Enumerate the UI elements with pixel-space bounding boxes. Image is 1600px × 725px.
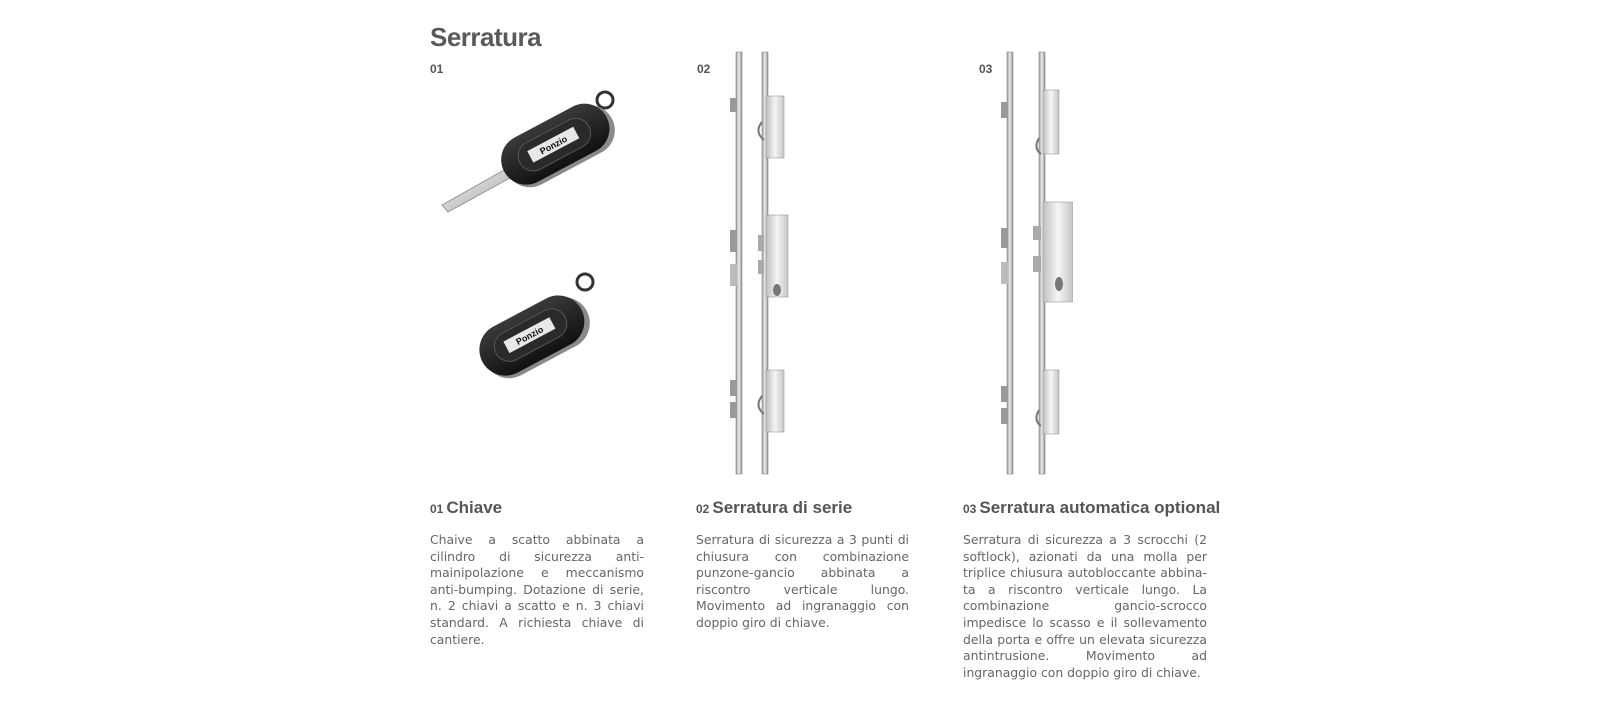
caption-key [430, 498, 502, 518]
description-automatic-lock: Serratura di sicurezza a 3 scrocchi (2 softlock), azionati da una molla per triplice chiusura autobloccante abbinata a riscontro verticale lungo. La combinazione gancio-scrocco impedisce lo scasso e il sollevamento della porta e offre un elevata sicurezza antintrusione. Movimento ad ingranaggio con doppio giro di chiave. [963, 532, 1207, 680]
item-number-1: 01 [430, 62, 444, 76]
open-key-icon [442, 92, 624, 212]
caption-title: Chiave [446, 498, 503, 517]
automatic-lock-image [993, 50, 1073, 476]
standard-lock-image [722, 50, 792, 476]
item-number-3: 03 [979, 62, 993, 76]
caption-title: Serratura automatica optional [979, 498, 1221, 517]
caption-number: 01 [430, 502, 444, 516]
flip-key-images [430, 80, 630, 390]
description-standard-lock: Serratura di sicurezza a 3 punti di chiusura con combinazione punzone-gancio abbinata a riscontro verticale lungo. Movimento ad ingranaggio con doppio giro di chiave. [696, 532, 909, 630]
caption-number: 03 [963, 502, 977, 516]
brand-logo: Ponzio [514, 324, 546, 347]
item-number-2: 02 [697, 62, 711, 76]
caption-number: 02 [696, 502, 710, 516]
description-key: Chaive a scatto abbinata a cilindro di sicurezza anti-mainipolazione e meccanismo anti-bumping. Dotazione di serie, n. 2 chiavi a scatto e n. 3 chiavi standard. A richiesta chiave di cantiere. [430, 532, 644, 647]
caption-standard-lock [696, 498, 852, 518]
closed-key-icon [470, 274, 599, 388]
page-title: Serratura [430, 22, 542, 52]
caption-automatic-lock [963, 498, 1220, 518]
caption-title: Serratura di serie [712, 498, 853, 517]
brand-logo: Ponzio [538, 133, 569, 157]
